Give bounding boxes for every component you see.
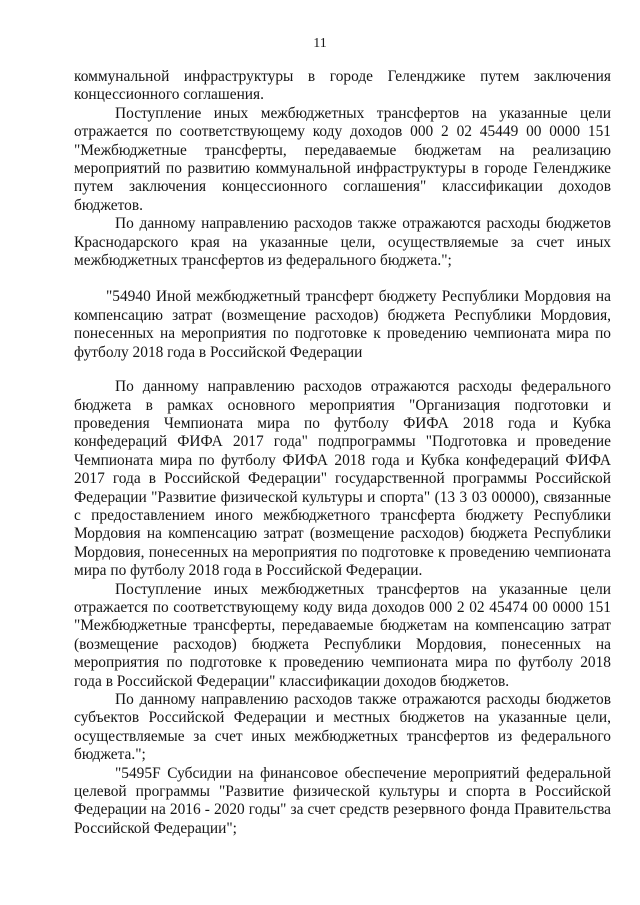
document-body — [74, 68, 611, 838]
page-number: 11 — [313, 36, 327, 51]
paragraph-regional-local-expenses: По данному направлению расходов также отражаются расходы бюджетов субъектов Российской Федерации и местных бюджетов на указанные цели, осуществляемые за счет иных межбюджетных трансфертов из федерального бюджета."; — [74, 691, 611, 764]
paragraph-krasnodar-expenses: По данному направлению расходов также отражаются расходы бюджетов Краснодарского края на указанные цели, осуществляемые за счет иных межбюджетных трансфертов из федерального бюджета."; — [74, 215, 611, 270]
paragraph-federal-budget-expenses: По данному направлению расходов отражаются расходы федерального бюджета в рамках основного мероприятия "Организация подготовки и проведения Чемпионата мира по футболу ФИФА 2018 года и Кубка конфедераций ФИФА 2017 года" подпрограммы "Подготовка и проведение Чемпионата мира по футболу ФИФА 2018 года и Кубка конфедераций ФИФА 2017 года в Российской Федерации" государственной программы Российской Федерации "Развитие физической культуры и спорта" (13 3 03 00000), связанные с предоставлением иного межбюджетного трансферта бюджету Республики Мордовия на компенсацию затрат (возмещение расходов) бюджета Республики Мордовия, понесенных на мероприятия по подготовке к проведению чемпионата мира по футболу 2018 года в Российской Федерации. — [74, 378, 611, 580]
paragraph-code-54940-title: "54940 Иной межбюджетный трансферт бюджету Республики Мордовия на компенсацию затрат (возмещение расходов) бюджета Республики Мордовия, понесенных на мероприятия по подготовке к проведению чемпионата мира по футболу 2018 года в Российской Федерации — [74, 288, 611, 361]
paragraph-revenue-code-45449: Поступление иных межбюджетных трансфертов на указанные цели отражается по соответствующему коду доходов 000 2 02 45449 00 0000 151 "Межбюджетные трансферты, передаваемые бюджетам на реализацию мероприятий по развитию коммунальной инфраструктуры в городе Геленджике путем заключения концессионного соглашения" классификации доходов бюджетов. — [74, 104, 611, 214]
paragraph-code-5495f-title: "5495F Субсидии на финансовое обеспечение мероприятий федеральной целевой программы "Развитие физической культуры и спорта в Российской Федерации на 2016 - 2020 годы" за счет средств резервного фонда Правительства Российской Федерации"; — [74, 764, 611, 837]
paragraph-revenue-code-45474: Поступление иных межбюджетных трансфертов на указанные цели отражается по соответствующему коду вида доходов 000 2 02 45474 00 0000 151 "Межбюджетные трансферты, передаваемые бюджетам на компенсацию затрат (возмещение расходов) бюджета Республики Мордовия, понесенных на мероприятия по подготовке к проведению чемпионата мира по футболу 2018 года в Российской Федерации" классификации доходов бюджетов. — [74, 580, 611, 690]
paragraph-continuation: коммунальной инфраструктуры в городе Геленджике путем заключения концессионного соглашения. — [74, 68, 611, 104]
